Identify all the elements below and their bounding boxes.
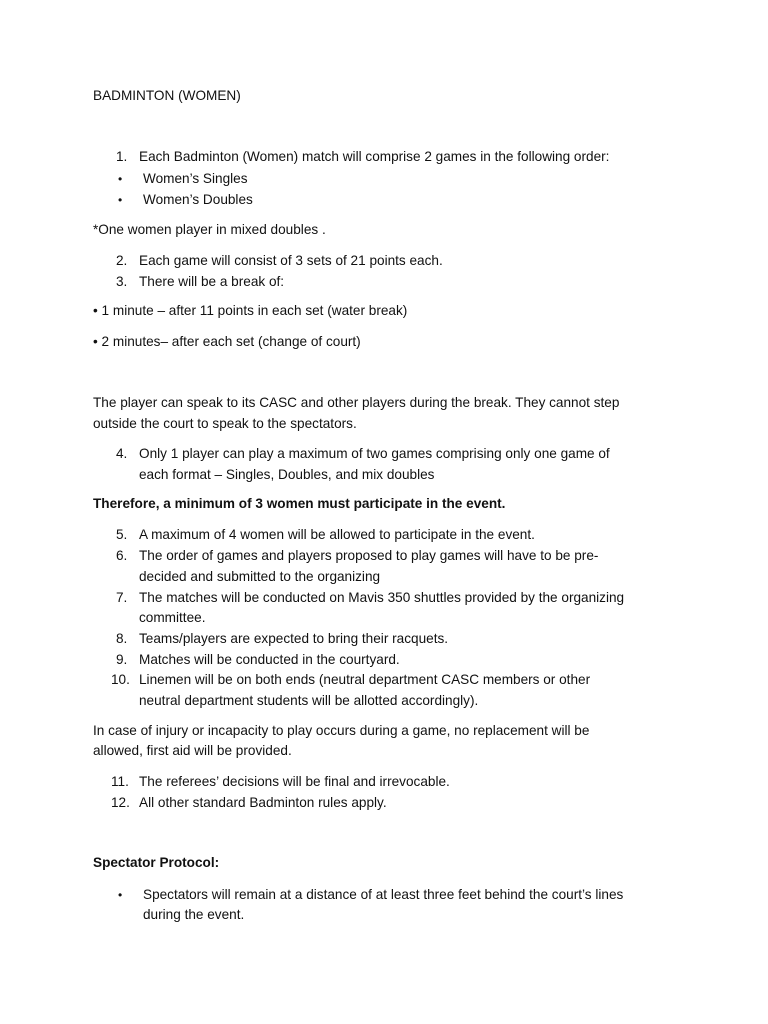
- spectator-rule-line-1: Spectators will remain at a distance of at least three feet behind the court’s lines: [143, 887, 624, 902]
- paragraph-injury-line-1: In case of injury or incapacity to play occurs during a game, no replacement will be: [93, 723, 590, 738]
- list-item-6-line-1: The order of games and players proposed to play games will have to be pre-: [139, 548, 599, 563]
- list-item-10-line-1: Linemen will be on both ends (neutral department CASC members or other: [139, 672, 591, 687]
- list-item-3: There will be a break of:: [139, 274, 285, 289]
- list-number-4: 4.: [116, 446, 128, 461]
- spectator-protocol-heading: Spectator Protocol:: [93, 855, 220, 870]
- list-number-12: 12.: [111, 795, 130, 810]
- spectator-rule-line-2: during the event.: [143, 907, 245, 922]
- bullet-icon: •: [118, 193, 123, 207]
- minimum-participants-note: Therefore, a minimum of 3 women must participate in the event.: [93, 496, 506, 511]
- list-number-10: 10.: [111, 672, 130, 687]
- list-item-2: Each game will consist of 3 sets of 21 points each.: [139, 253, 443, 268]
- list-item-4-line-1: Only 1 player can play a maximum of two games comprising only one game of: [139, 446, 610, 461]
- list-item-7-line-1: The matches will be conducted on Mavis 350 shuttles provided by the organizing: [139, 590, 625, 605]
- break-water: • 1 minute – after 11 points in each set (water break): [93, 303, 408, 318]
- paragraph-break-line-1: The player can speak to its CASC and other players during the break. They cannot step: [93, 395, 620, 410]
- list-number-3: 3.: [116, 274, 128, 289]
- list-number-6: 6.: [116, 548, 128, 563]
- format-bullet-singles: Women’s Singles: [143, 171, 248, 186]
- paragraph-break-line-2: outside the court to speak to the spectators.: [93, 416, 357, 431]
- list-item-7-line-2: committee.: [139, 610, 206, 625]
- list-number-5: 5.: [116, 527, 128, 542]
- list-number-7: 7.: [116, 590, 128, 605]
- list-item-5: A maximum of 4 women will be allowed to participate in the event.: [139, 527, 535, 542]
- list-item-12: All other standard Badminton rules apply.: [139, 795, 387, 810]
- section-title: BADMINTON (WOMEN): [93, 88, 241, 103]
- list-item-9: Matches will be conducted in the courtyard.: [139, 652, 400, 667]
- list-item-11: The referees’ decisions will be final and irrevocable.: [139, 774, 450, 789]
- bullet-icon: •: [118, 888, 123, 902]
- bullet-icon: •: [118, 172, 123, 186]
- list-item-4-line-2: each format – Singles, Doubles, and mix doubles: [139, 467, 435, 482]
- break-change-court: • 2 minutes– after each set (change of court): [93, 334, 361, 349]
- format-bullet-doubles: Women’s Doubles: [143, 192, 253, 207]
- note-mixed-doubles: *One women player in mixed doubles .: [93, 222, 326, 237]
- paragraph-injury-line-2: allowed, first aid will be provided.: [93, 743, 292, 758]
- list-number-2: 2.: [116, 253, 128, 268]
- list-number-1: 1.: [116, 149, 128, 164]
- list-item-1: Each Badminton (Women) match will comprise 2 games in the following order:: [139, 149, 610, 164]
- list-number-8: 8.: [116, 631, 128, 646]
- list-number-9: 9.: [116, 652, 128, 667]
- list-item-8: Teams/players are expected to bring their racquets.: [139, 631, 449, 646]
- list-number-11: 11.: [111, 774, 129, 789]
- list-item-10-line-2: neutral department students will be allotted accordingly).: [139, 693, 479, 708]
- list-item-6-line-2: decided and submitted to the organizing: [139, 569, 381, 584]
